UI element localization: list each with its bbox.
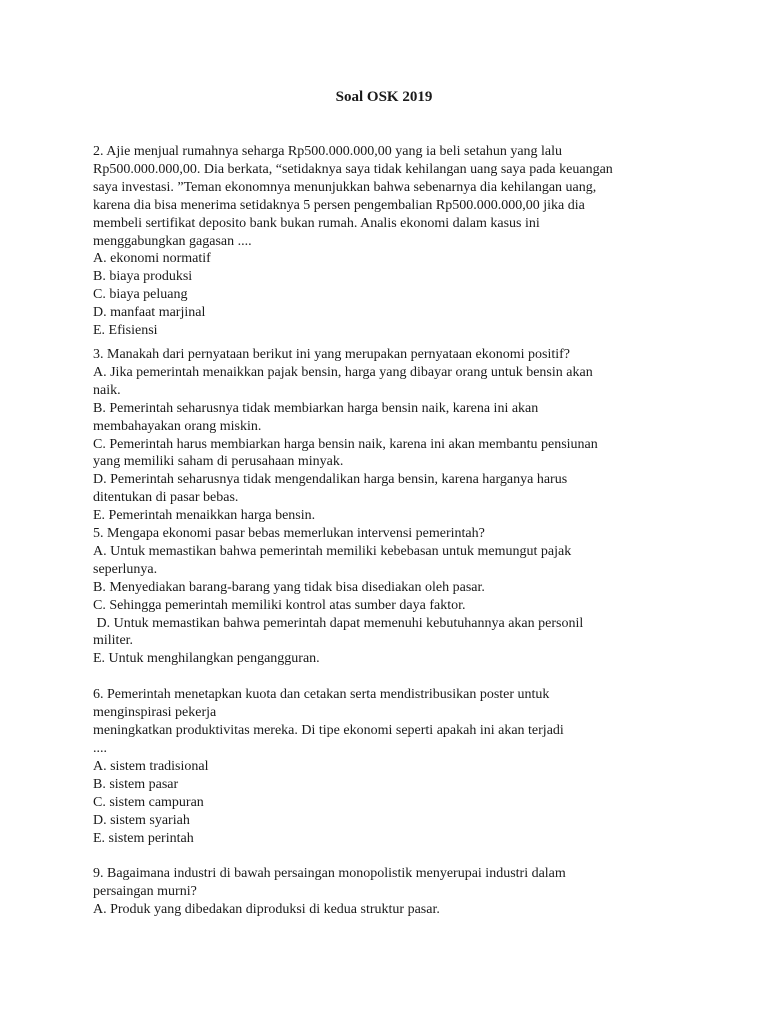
text-line: 9. Bagaimana industri di bawah persaingan monopolistik menyerupai industri dalam — [93, 866, 566, 882]
text-line: persaingan murni? — [93, 884, 197, 900]
answer-option: A. ekonomi normatif — [93, 251, 211, 267]
text-line: membeli sertifikat deposito bank bukan rumah. Analis ekonomi dalam kasus ini — [93, 215, 540, 231]
answer-option: B. sistem pasar — [93, 776, 179, 792]
text-line: 3. Manakah dari pernyataan berikut ini yang merupakan pernyataan ekonomi positif? — [93, 346, 570, 362]
answer-option: D. sistem syariah — [93, 812, 190, 828]
text-line: 5. Mengapa ekonomi pasar bebas memerlukan intervensi pemerintah? — [93, 526, 485, 542]
document-title: Soal OSK 2019 — [335, 89, 433, 105]
answer-option: E. Untuk menghilangkan pengangguran. — [93, 651, 320, 667]
answer-option: C. Pemerintah harus membiarkan harga bensin naik, karena ini akan membantu pensiunan — [93, 436, 598, 452]
question-5 — [93, 525, 683, 668]
text-line: 6. Pemerintah menetapkan kuota dan cetakan serta mendistribusikan poster untuk — [93, 687, 550, 703]
text-line: karena dia bisa menerima setidaknya 5 persen pengembalian Rp500.000.000,00 jika dia — [93, 197, 585, 213]
text-line: 2. Ajie menjual rumahnya seharga Rp500.000.000,00 yang ia beli setahun yang lalu — [93, 144, 563, 159]
answer-option: A. Untuk memastikan bahwa pemerintah memiliki kebebasan untuk memungut pajak — [93, 543, 572, 559]
text-line: saya investasi. ”Teman ekonomnya menunjukkan bahwa sebenarnya dia kehilangan uang, — [93, 179, 597, 195]
text-line: seperlunya. — [93, 561, 158, 577]
question-9 — [93, 865, 683, 919]
answer-option: B. Menyediakan barang-barang yang tidak bisa disediakan oleh pasar. — [93, 579, 485, 595]
question-3 — [93, 346, 683, 525]
answer-option: A. Produk yang dibedakan diproduksi di kedua struktur pasar. — [93, 902, 440, 918]
answer-option: C. Sehingga pemerintah memiliki kontrol atas sumber daya faktor. — [93, 597, 466, 613]
answer-option: E. Pemerintah menaikkan harga bensin. — [93, 508, 316, 524]
text-line: menggabungkan gagasan .... — [93, 233, 252, 249]
answer-option: A. sistem tradisional — [93, 758, 209, 774]
question-2 — [93, 143, 683, 340]
text-line: .... — [93, 741, 107, 756]
answer-option: E. Efisiensi — [93, 323, 158, 339]
answer-option: A. Jika pemerintah menaikkan pajak bensin, harga yang dibayar orang untuk bensin akan — [93, 364, 593, 380]
text-line: ditentukan di pasar bebas. — [93, 490, 239, 506]
answer-option: D. Pemerintah seharusnya tidak mengendalikan harga bensin, karena harganya harus — [93, 472, 568, 488]
question-6 — [93, 686, 683, 847]
text-line: meningkatkan produktivitas mereka. Di tipe ekonomi seperti apakah ini akan terjadi — [93, 723, 564, 739]
answer-option: B. biaya produksi — [93, 269, 193, 285]
text-line: naik. — [93, 382, 121, 398]
answer-option: C. biaya peluang — [93, 287, 188, 303]
answer-option: D. Untuk memastikan bahwa pemerintah dapat memenuhi kebutuhannya akan personil — [93, 615, 584, 631]
text-line: militer. — [93, 633, 134, 649]
answer-option: B. Pemerintah seharusnya tidak membiarkan harga bensin naik, karena ini akan — [93, 400, 539, 416]
answer-option: E. sistem perintah — [93, 830, 194, 846]
text-line: membahayakan orang miskin. — [93, 418, 262, 434]
text-line: yang memiliki saham di perusahaan minyak. — [93, 454, 344, 470]
answer-option: D. manfaat marjinal — [93, 305, 206, 321]
text-line: menginspirasi pekerja — [93, 705, 217, 721]
text-line: Rp500.000.000,00. Dia berkata, “setidaknya saya tidak kehilangan uang saya pada keuangan — [93, 161, 613, 177]
document-body — [93, 143, 683, 919]
answer-option: C. sistem campuran — [93, 794, 204, 810]
